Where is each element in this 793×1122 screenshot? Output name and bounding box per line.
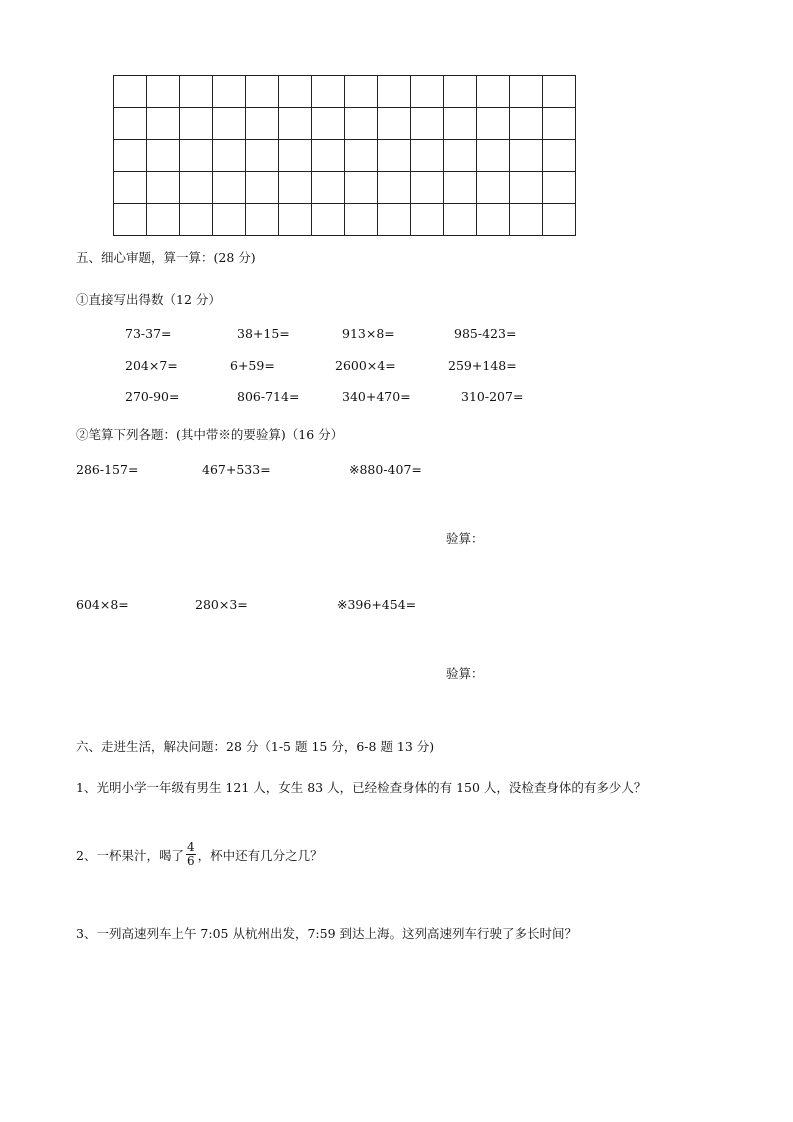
grid-cell (279, 108, 312, 140)
grid-cell (147, 204, 180, 236)
grid-cell (345, 140, 378, 172)
written-calc-item: 467+533= (202, 462, 271, 477)
grid-cell (213, 76, 246, 108)
grid-cell (345, 172, 378, 204)
question-2 (76, 841, 323, 868)
grid-cell (147, 108, 180, 140)
grid-cell (147, 76, 180, 108)
grid-cell (543, 140, 576, 172)
grid-cell (180, 204, 213, 236)
grid-cell (246, 76, 279, 108)
calc-item: 38+15= (237, 326, 290, 341)
part2-title: ②笔算下列各题：(其中带※的要验算)（16 分） (76, 427, 344, 442)
grid-cell (279, 76, 312, 108)
grid-row (114, 108, 576, 140)
grid-cell (510, 172, 543, 204)
grid-cell (147, 140, 180, 172)
grid-cell (180, 108, 213, 140)
written-calc-item: ※880-407= (349, 462, 422, 477)
calc-item: 73-37= (125, 326, 172, 341)
grid-cell (444, 204, 477, 236)
grid-cell (213, 108, 246, 140)
question-2-text-after: ，杯中还有几分之几？ (197, 847, 323, 863)
grid-cell (444, 140, 477, 172)
writing-grid (113, 75, 576, 236)
grid-cell (378, 108, 411, 140)
grid-cell (246, 204, 279, 236)
calc-item: 259+148= (448, 358, 517, 373)
grid-cell (477, 76, 510, 108)
calc-item: 806-714= (237, 389, 300, 404)
grid-cell (213, 140, 246, 172)
calc-item: 340+470= (342, 389, 411, 404)
grid-cell (411, 140, 444, 172)
grid-cell (114, 204, 147, 236)
question-2-text-before: 2、一杯果汁，喝了 (76, 847, 184, 863)
calc-item: 2600×4= (335, 358, 396, 373)
grid-cell (279, 204, 312, 236)
written-calc-item: ※396+454= (337, 597, 417, 612)
grid-cell (345, 204, 378, 236)
calc-item: 204×7= (125, 358, 178, 373)
question-1: 1、光明小学一年级有男生 121 人，女生 83 人，已经检查身体的有 150 人，没检查身体的有多少人？ (76, 780, 647, 795)
grid-cell (543, 172, 576, 204)
grid-cell (312, 140, 345, 172)
grid-cell (411, 172, 444, 204)
grid-row (114, 76, 576, 108)
grid-cell (279, 140, 312, 172)
grid-cell (543, 108, 576, 140)
grid-cell (180, 76, 213, 108)
grid-row (114, 204, 576, 236)
grid-cell (477, 204, 510, 236)
grid-cell (543, 76, 576, 108)
grid-cell (312, 108, 345, 140)
grid-cell (510, 108, 543, 140)
grid-cell (114, 108, 147, 140)
check-label: 验算： (446, 666, 484, 681)
grid-cell (312, 172, 345, 204)
grid-cell (378, 172, 411, 204)
grid-cell (246, 172, 279, 204)
grid-cell (510, 204, 543, 236)
grid-cell (213, 172, 246, 204)
grid-cell (411, 108, 444, 140)
grid-cell (180, 140, 213, 172)
grid-row (114, 140, 576, 172)
grid-cell (312, 76, 345, 108)
grid-cell (543, 204, 576, 236)
grid-cell (510, 140, 543, 172)
grid-cell (378, 140, 411, 172)
grid-cell (279, 172, 312, 204)
fraction-denominator: 6 (186, 854, 195, 868)
grid-cell (213, 204, 246, 236)
fraction-numerator: 4 (186, 840, 195, 854)
calc-item: 310-207= (461, 389, 524, 404)
grid-row (114, 172, 576, 204)
calc-item: 913×8= (342, 326, 395, 341)
grid-cell (477, 172, 510, 204)
written-calc-item: 286-157= (76, 462, 139, 477)
grid-cell (510, 76, 543, 108)
grid-cell (246, 108, 279, 140)
grid-cell (312, 204, 345, 236)
grid-cell (411, 204, 444, 236)
grid-cell (444, 108, 477, 140)
grid-cell (180, 172, 213, 204)
grid-cell (114, 140, 147, 172)
section6-title: 六、走进生活，解决问题：28 分（1-5 题 15 分，6-8 题 13 分) (76, 739, 435, 754)
grid-cell (477, 140, 510, 172)
check-label: 验算： (446, 531, 484, 546)
written-calc-item: 280×3= (195, 597, 248, 612)
grid-cell (378, 204, 411, 236)
grid-cell (114, 172, 147, 204)
grid-cell (378, 76, 411, 108)
calc-item: 6+59= (230, 358, 275, 373)
grid-cell (345, 108, 378, 140)
grid-cell (444, 172, 477, 204)
grid-cell (411, 76, 444, 108)
grid-cell (477, 108, 510, 140)
part1-title: ①直接写出得数（12 分） (76, 292, 221, 307)
grid-cell (246, 140, 279, 172)
calc-item: 985-423= (454, 326, 517, 341)
calc-item: 270-90= (125, 389, 180, 404)
grid-cell (147, 172, 180, 204)
grid-cell (444, 76, 477, 108)
written-calc-item: 604×8= (76, 597, 129, 612)
fraction (186, 841, 196, 868)
grid-cell (114, 76, 147, 108)
grid-cell (345, 76, 378, 108)
question-3: 3、一列高速列车上午 7:05 从杭州出发，7:59 到达上海。这列高速列车行驶了多长时间？ (76, 926, 578, 941)
section5-title: 五、细心审题，算一算：(28 分) (76, 250, 256, 265)
